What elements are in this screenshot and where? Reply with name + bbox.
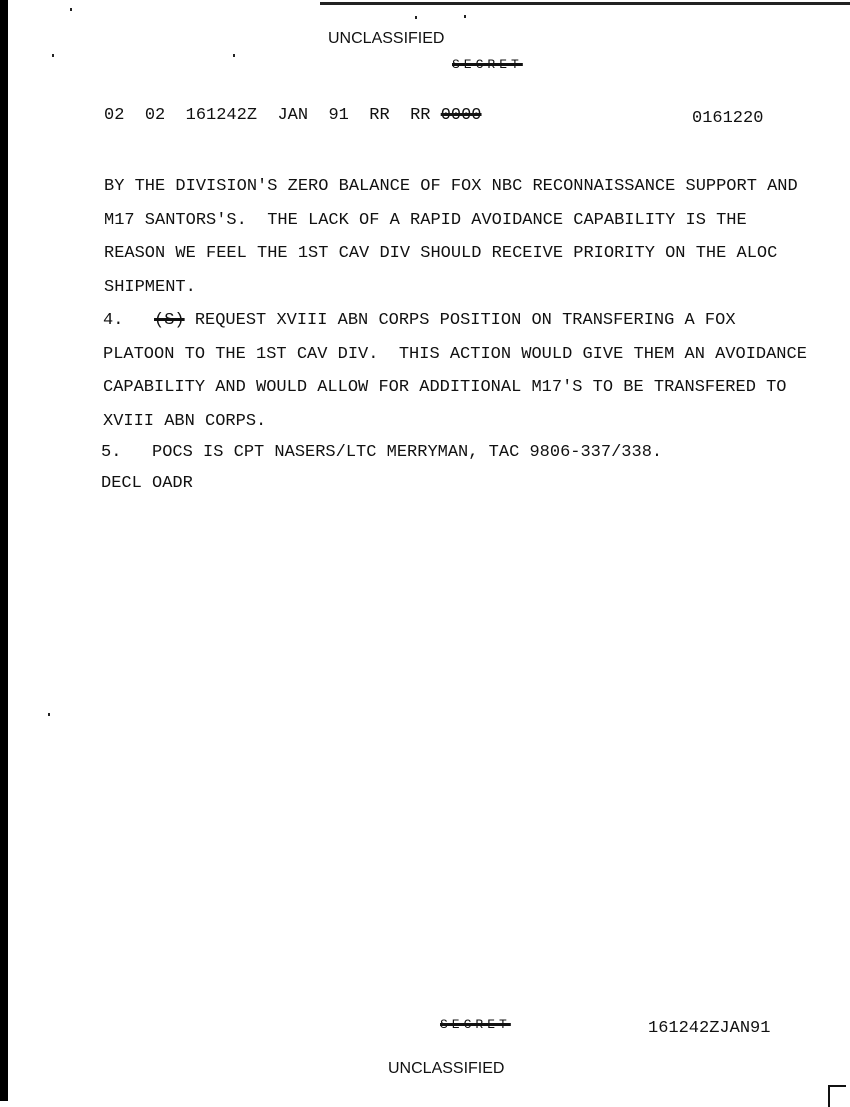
paragraph-continued [104,170,798,304]
field: JAN [277,106,309,125]
scan-speck [464,15,466,18]
struck-code: 0000 [440,106,482,125]
paragraph-4 [103,304,807,438]
field: 02 [144,106,166,125]
struck-secret-bottom: SECRET [440,1017,511,1032]
para-number: 4. [103,311,124,330]
struck-classification: (S) [154,311,185,330]
text-line: PLATOON TO THE 1ST CAV DIV. THIS ACTION WOULD GIVE THEM AN AVOIDANCE [103,344,807,364]
struck-secret-top: SECRET [452,57,523,72]
field: RR [410,106,431,125]
scan-top-line [320,2,850,5]
text-line: REASON WE FEEL THE 1ST CAV DIV SHOULD RECEIVE PRIORITY ON THE ALOC [104,244,778,263]
text-line: BY THE DIVISION'S ZERO BALANCE OF FOX NBC RECONNAISSANCE SUPPORT AND [104,177,798,196]
scan-speck [233,54,235,57]
field: 02 [104,106,125,125]
message-header-line [104,106,482,125]
scan-speck [70,8,72,11]
text-line: XVIII ABN CORPS. [103,411,267,431]
field: 91 [328,106,349,125]
text-line: M17 SANTORS'S. THE LACK OF A RAPID AVOIDANCE CAPABILITY IS THE [104,210,747,230]
classification-top: UNCLASSIFIED [328,30,445,47]
text-line: CAPABILITY AND WOULD ALLOW FOR ADDITIONAL M17'S TO BE TRANSFERED TO [103,378,787,397]
footer-dtg: 161242ZJAN91 [648,1019,771,1038]
paragraph-5: 5. POCS IS CPT NASERS/LTC MERRYMAN, TAC 9806-337/338. [101,443,663,462]
scan-speck [48,713,50,716]
scan-speck [415,16,417,19]
scan-edge [0,0,8,1101]
field: RR [369,106,390,125]
text: REQUEST XVIII ABN CORPS POSITION ON TRANSFERING A FOX [184,311,736,330]
dtg: 161242Z [185,106,258,125]
text-line: SHIPMENT. [104,277,196,297]
corner-mark [828,1085,846,1107]
scan-speck [52,54,54,57]
text-line [103,304,807,338]
message-number: 0161220 [692,109,764,128]
declassification: DECL OADR [101,474,193,493]
classification-bottom: UNCLASSIFIED [388,1060,505,1077]
